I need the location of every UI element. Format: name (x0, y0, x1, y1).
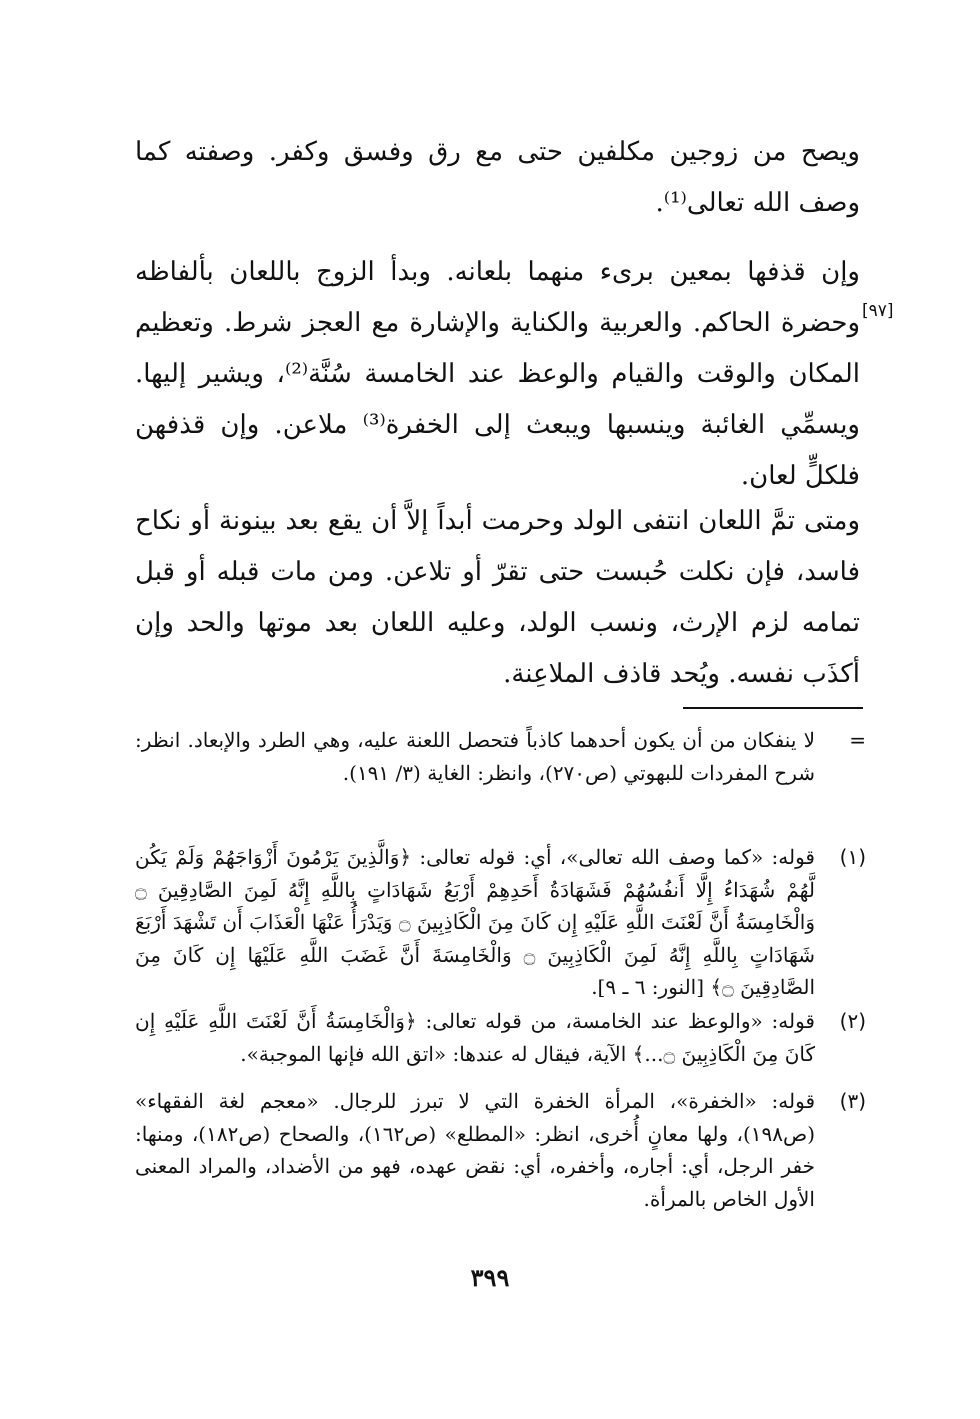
footnote-continuation: لا ينفكان من أن يكون أحدهما كاذباً فتحصل اللعنة عليه، وهي الطرد والإبعاد. انظر: شرح المفردات للبهوتي (ص٢٧٠)، وانظر: الغاية (٣/ ١٩١). (135, 728, 815, 785)
footnote-1-marker: (١) (839, 845, 866, 869)
margin-page-reference: [٩٧] (862, 301, 894, 321)
body-paragraph-3: ومتى تمَّ اللعان انتفى الولد وحرمت أبداً إلاَّ أن يقع بعد بينونة أو نكاح فاسد، فإن نكلت حُبست حتى تقرّ أو تلاعن. ومن مات قبله أو قبل تمامه لزم الإرث، ونسب الولد، وعليه اللعان بعد موتها والحد وإن أكذَب نفسه. ويُحد قاذف الملاعِنة. (135, 506, 860, 689)
footnote-3-marker: (٣) (839, 1089, 866, 1113)
footnote-continuation-mark: = (849, 728, 866, 752)
footnote-2: قوله: «والوعظ عند الخامسة، من قوله تعالى: ﴿وَالْخَامِسَةُ أَنَّ لَعْنَتَ اللَّهِ عَلَيْهِ إِن كَانَ مِنَ الْكَاذِبِينَ ۝...﴾ الآية، فيقال له عندها: «اتق الله فإنها الموجبة». (135, 1009, 815, 1066)
footnote-3: قوله: «الخفرة»، المرأة الخفرة التي لا تبرز للرجال. «معجم لغة الفقهاء» (ص١٩٨)، ولها معانٍ أُخرى، انظر: «المطلع» (ص١٦٢)، والصحاح (ص١٨٢)، ومنها: خفر الرجل، أي: أجاره، وأخفره، أي: نقض عهده، فهو من الأضداد، والمراد المعنى الأول الخاص بالمرأة. (135, 1089, 815, 1211)
body-paragraph-2: وإن قذفها بمعين برىء منهما بلعانه. وبدأ الزوج باللعان بألفاظه وحضرة الحاكم. والعربية والكناية والإشارة مع العجز شرط. وتعظيم المكان والوقت والقيام والوعظ عند الخامسة سُنَّة⁽²⁾، ويشير إليها. ويسمِّي الغائبة وينسبها ويبعث إلى الخفرة⁽³⁾ ملاعن. وإن قذفهن فلكلٍّ لعان. (135, 257, 860, 491)
footnote-1: قوله: «كما وصف الله تعالى»، أي: قوله تعالى: ﴿وَالَّذِينَ يَرْمُونَ أَزْوَاجَهُمْ وَلَمْ يَكُن لَّهُمْ شُهَدَاءُ إِلَّا أَنفُسُهُمْ فَشَهَادَةُ أَحَدِهِمْ أَرْبَعُ شَهَادَاتٍ بِاللَّهِ إِنَّهُ لَمِنَ الصَّادِقِينَ ۝ وَالْخَامِسَةُ أَنَّ لَعْنَتَ اللَّهِ عَلَيْهِ إِن كَانَ مِنَ الْكَاذِبِينَ ۝ وَيَدْرَأُ عَنْهَا الْعَذَابَ أَن تَشْهَدَ أَرْبَعَ شَهَادَاتٍ بِاللَّهِ إِنَّهُ لَمِنَ الْكَاذِبِينَ ۝ وَالْخَامِسَةَ أَنَّ غَضَبَ اللَّهِ عَلَيْهَا إِن كَانَ مِنَ الصَّادِقِينَ ۝﴾ [النور: ٦ ـ ٩]. (135, 845, 816, 999)
body-paragraph-1: ويصح من زوجين مكلفين حتى مع رق وفسق وكفر. وصفته كما وصف الله تعالى⁽¹⁾. (135, 137, 860, 218)
footnote-2-marker: (٢) (839, 1009, 866, 1033)
page-number: ٣٩٩ (470, 1263, 510, 1292)
footnote-separator (683, 707, 863, 709)
